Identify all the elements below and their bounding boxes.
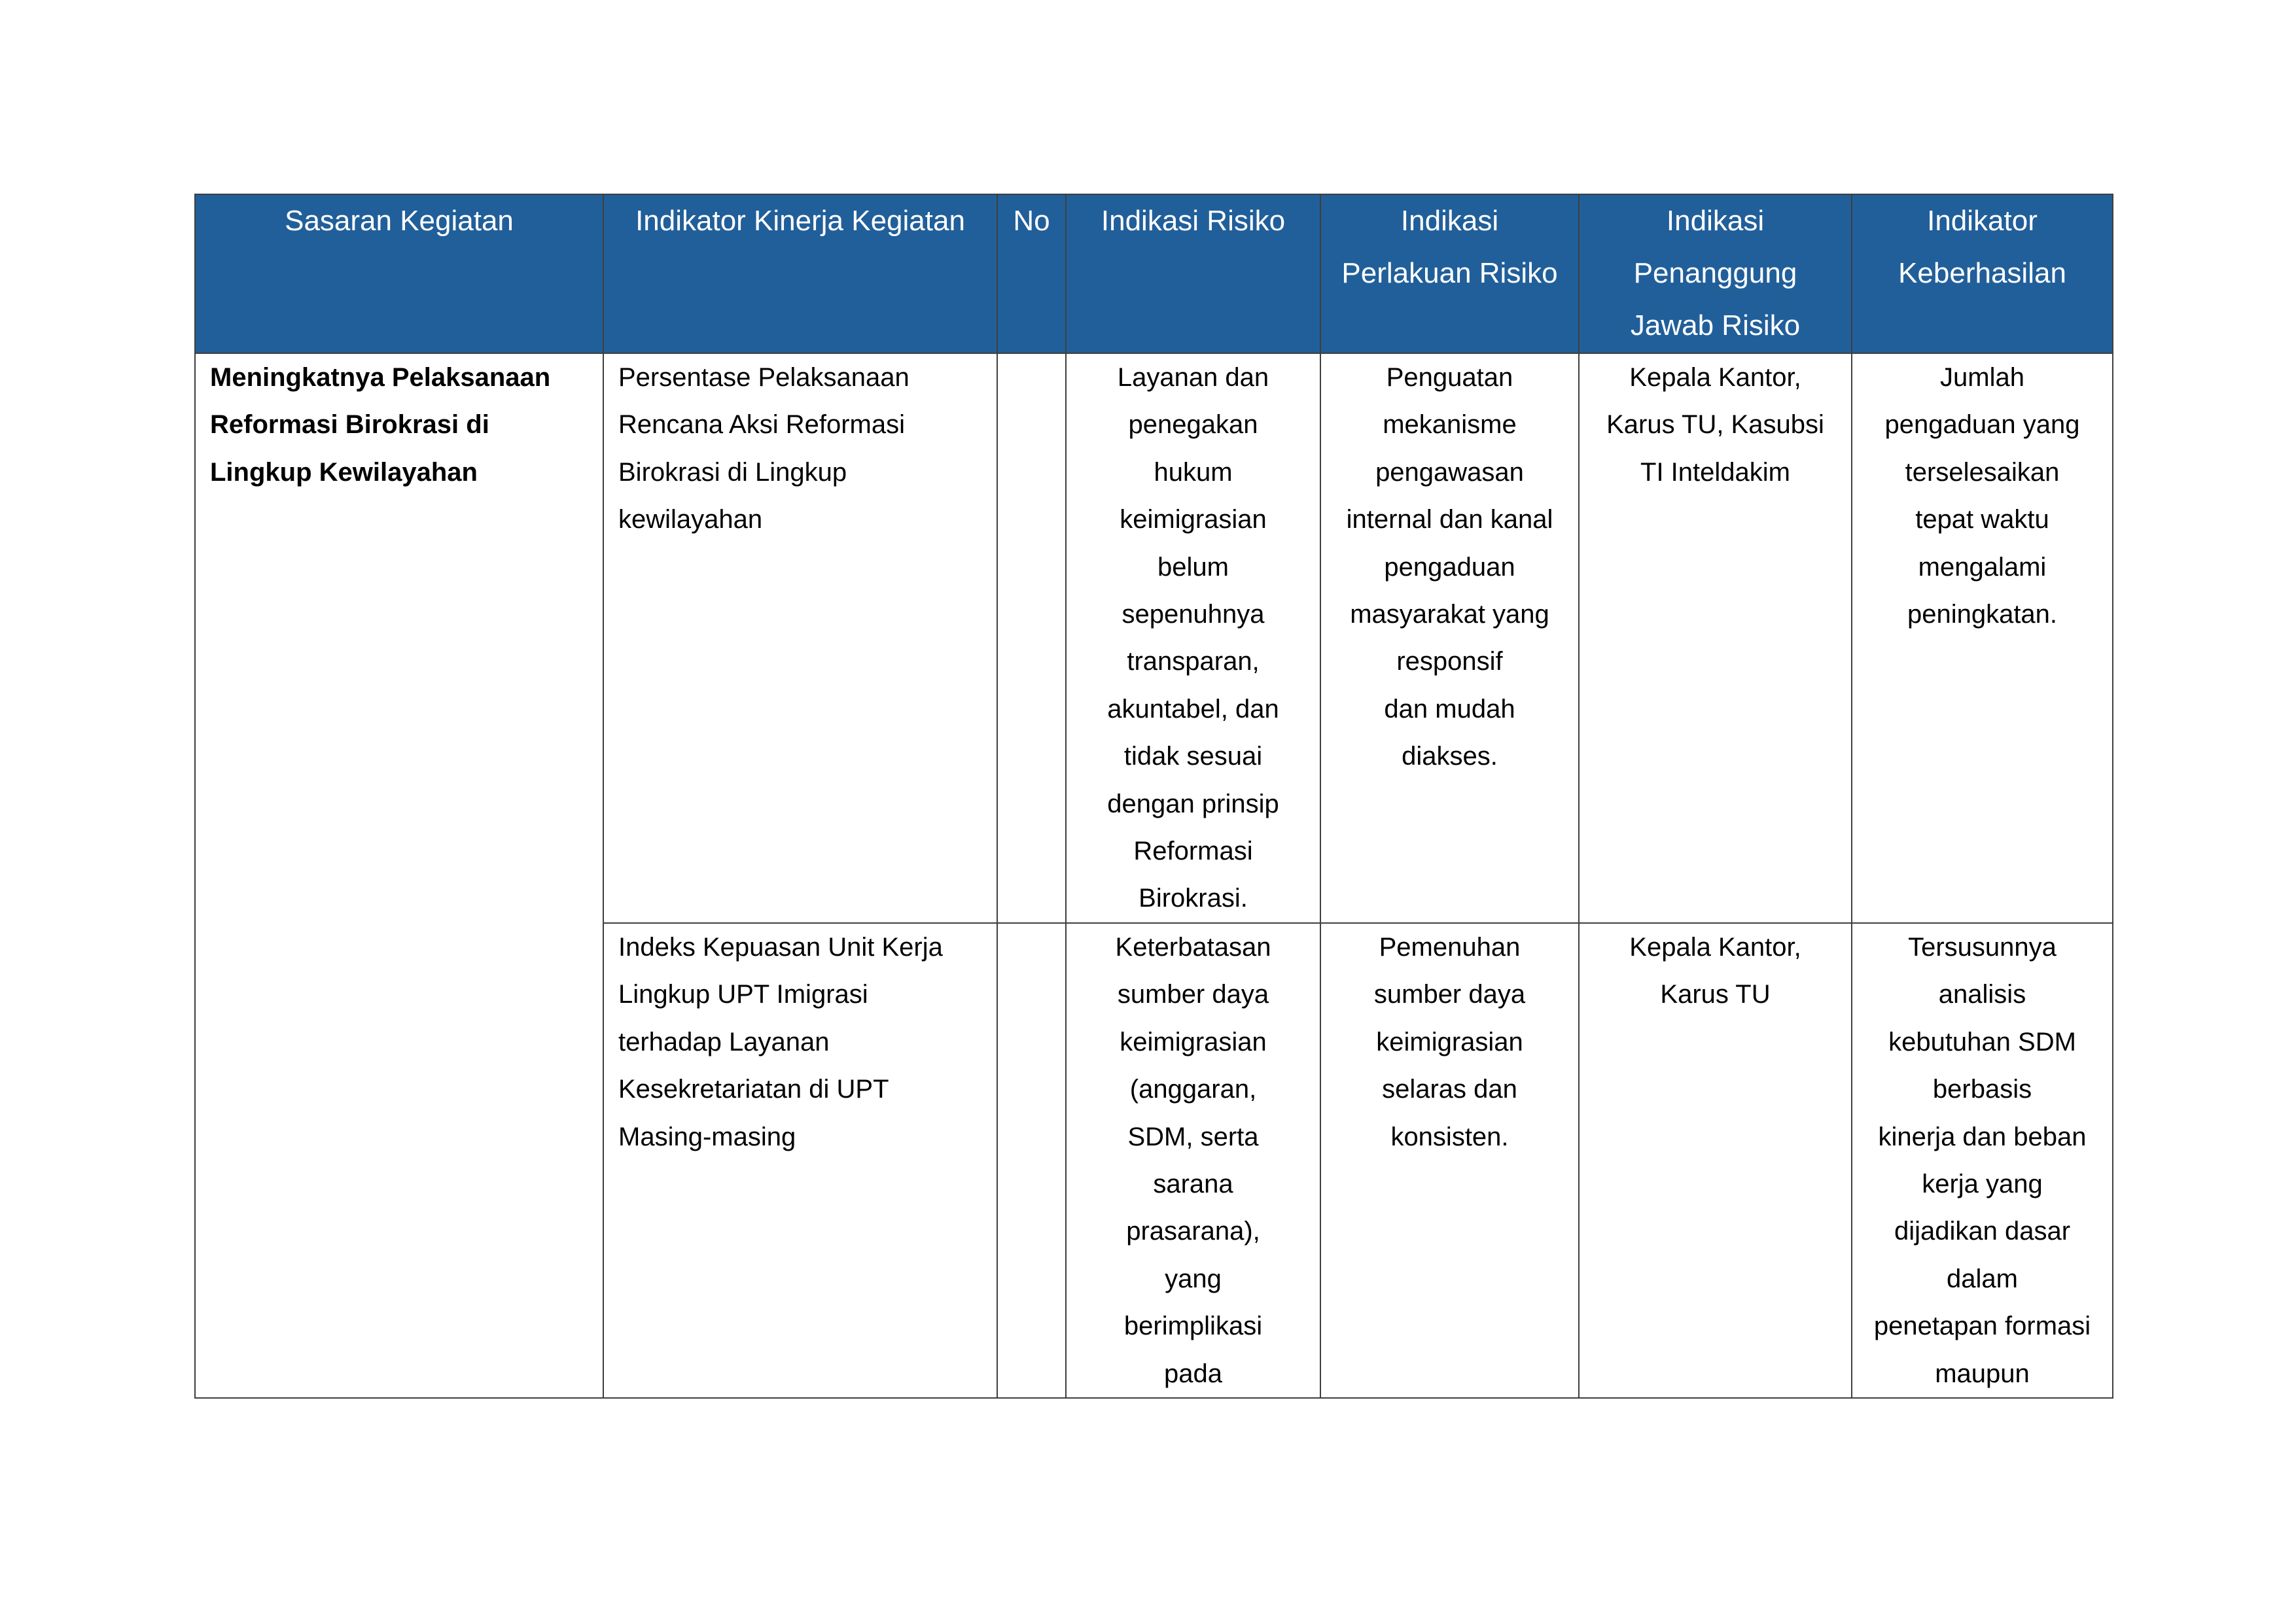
text-line: dengan prinsip [1107,789,1279,818]
text-line: berimplikasi [1123,1312,1263,1341]
header-row [195,194,2113,353]
text-line: belum [1157,552,1229,582]
text-line: prasarana), [1126,1217,1260,1246]
text-line: pengawasan [1375,457,1524,487]
text-line: Persentase Pelaksanaan [618,363,910,392]
text-line: Kesekretariatan di UPT [618,1075,889,1104]
text-line: Kepala Kantor, [1629,363,1801,392]
text-line: mengalami [1918,552,2047,582]
text-line: Lingkup UPT Imigrasi [618,980,868,1009]
text-line: Keterbatasan [1115,932,1271,962]
text-line: penegakan [1128,410,1258,440]
text-line: keimigrasian [1120,1027,1267,1056]
text-line: sumber daya [1373,980,1526,1009]
text-line: responsif [1396,647,1503,676]
header-indikasi-penanggung-jawab-risiko [1579,194,1852,353]
text-line: berbasis [1932,1075,2032,1104]
text-line: peningkatan. [1907,600,2058,629]
text-line: Indikasi [1400,205,1499,237]
text-line: Karus TU [1660,980,1771,1009]
text-line: dijadikan dasar [1894,1217,2071,1246]
indikasi-risiko-cell [1066,923,1320,1398]
text-line: hukum [1154,457,1233,487]
text-line: Masing-masing [618,1122,796,1151]
header-indikasi-risiko [1066,194,1320,353]
text-line: SDM, serta [1127,1122,1259,1151]
text-line: diakses. [1402,742,1498,771]
text-line: Penguatan [1386,363,1513,392]
text-line: (anggaran, [1129,1075,1257,1104]
sasaran-kegiatan-cell [195,353,603,1398]
text-line: No [1013,205,1050,237]
indikator-kinerja-cell [603,353,997,923]
text-line: keimigrasian [1376,1027,1523,1056]
header-indikator-keberhasilan [1852,194,2113,353]
text-line: Perlakuan Risiko [1341,257,1558,289]
text-line: Reformasi Birokrasi di [210,410,489,440]
text-line: Meningkatnya Pelaksanaan [210,363,551,392]
perlakuan-risiko-cell [1320,923,1579,1398]
text-line: sumber daya [1117,980,1269,1009]
no-cell [997,353,1066,923]
penanggung-jawab-cell [1579,353,1852,923]
text-line: Birokrasi. [1139,884,1248,913]
text-line: dan mudah [1384,694,1515,724]
header-sasaran-kegiatan [195,194,603,353]
text-line: kerja yang [1922,1169,2043,1198]
text-line: Indikasi Risiko [1101,205,1286,237]
text-line: Sasaran Kegiatan [285,205,514,237]
text-line: dalam [1947,1264,2018,1293]
indikator-kinerja-cell [603,923,997,1398]
penanggung-jawab-cell [1579,923,1852,1398]
text-line: Indeks Kepuasan Unit Kerja [618,932,943,962]
text-line: Tersusunnya [1908,932,2057,962]
text-line: Layanan dan [1117,363,1269,392]
text-line: analisis [1938,980,2026,1009]
indikasi-risiko-cell [1066,353,1320,923]
text-line: Jumlah [1940,363,2024,392]
indikator-keberhasilan-cell [1852,353,2113,923]
text-line: Birokrasi di Lingkup [618,457,847,487]
table-row [195,353,2113,923]
text-line: kebutuhan SDM [1888,1027,2076,1056]
text-line: terselesaikan [1905,457,2060,487]
text-line: tidak sesuai [1123,742,1263,771]
header-indikasi-perlakuan-risiko [1320,194,1579,353]
text-line: sarana [1153,1169,1233,1198]
text-line: maupun [1935,1359,2030,1388]
text-line: TI Inteldakim [1640,457,1790,487]
text-line: keimigrasian [1120,505,1267,534]
text-line: kewilayahan [618,505,763,534]
text-line: Rencana Aksi Reformasi [618,410,905,440]
text-line: selaras dan [1382,1075,1517,1104]
text-line: Lingkup Kewilayahan [210,457,478,487]
perlakuan-risiko-cell [1320,353,1579,923]
text-line: Pemenuhan [1379,932,1521,962]
text-line: Indikasi [1666,205,1765,237]
text-line: internal dan kanal [1346,505,1553,534]
text-line: masyarakat yang [1350,600,1549,629]
text-line: Jawab Risiko [1630,309,1801,341]
text-line: pengaduan yang [1884,410,2080,440]
risk-table [194,194,2113,1399]
text-line: transparan, [1127,647,1260,676]
text-line: Penanggung [1633,257,1797,289]
indikator-keberhasilan-cell [1852,923,2113,1398]
text-line: penetapan formasi [1873,1312,2091,1341]
header-no [997,194,1066,353]
text-line: akuntabel, dan [1107,694,1279,724]
text-line: konsisten. [1390,1122,1509,1151]
text-line: Indikator Kinerja Kegiatan [635,205,965,237]
text-line: yang [1165,1264,1222,1293]
text-line: Indikator [1927,205,2038,237]
text-line: Karus TU, Kasubsi [1606,410,1824,440]
text-line: pengaduan [1384,552,1515,582]
text-line: pada [1164,1359,1222,1388]
header-indikator-kinerja-kegiatan [603,194,997,353]
text-line: Reformasi [1133,837,1253,866]
text-line: mekanisme [1383,410,1517,440]
text-line: terhadap Layanan [618,1027,830,1056]
text-line: Kepala Kantor, [1629,932,1801,962]
text-line: Keberhasilan [1898,257,2066,289]
text-line: kinerja dan beban [1878,1122,2087,1151]
text-line: tepat waktu [1915,505,2049,534]
no-cell [997,923,1066,1398]
text-line: sepenuhnya [1122,600,1265,629]
